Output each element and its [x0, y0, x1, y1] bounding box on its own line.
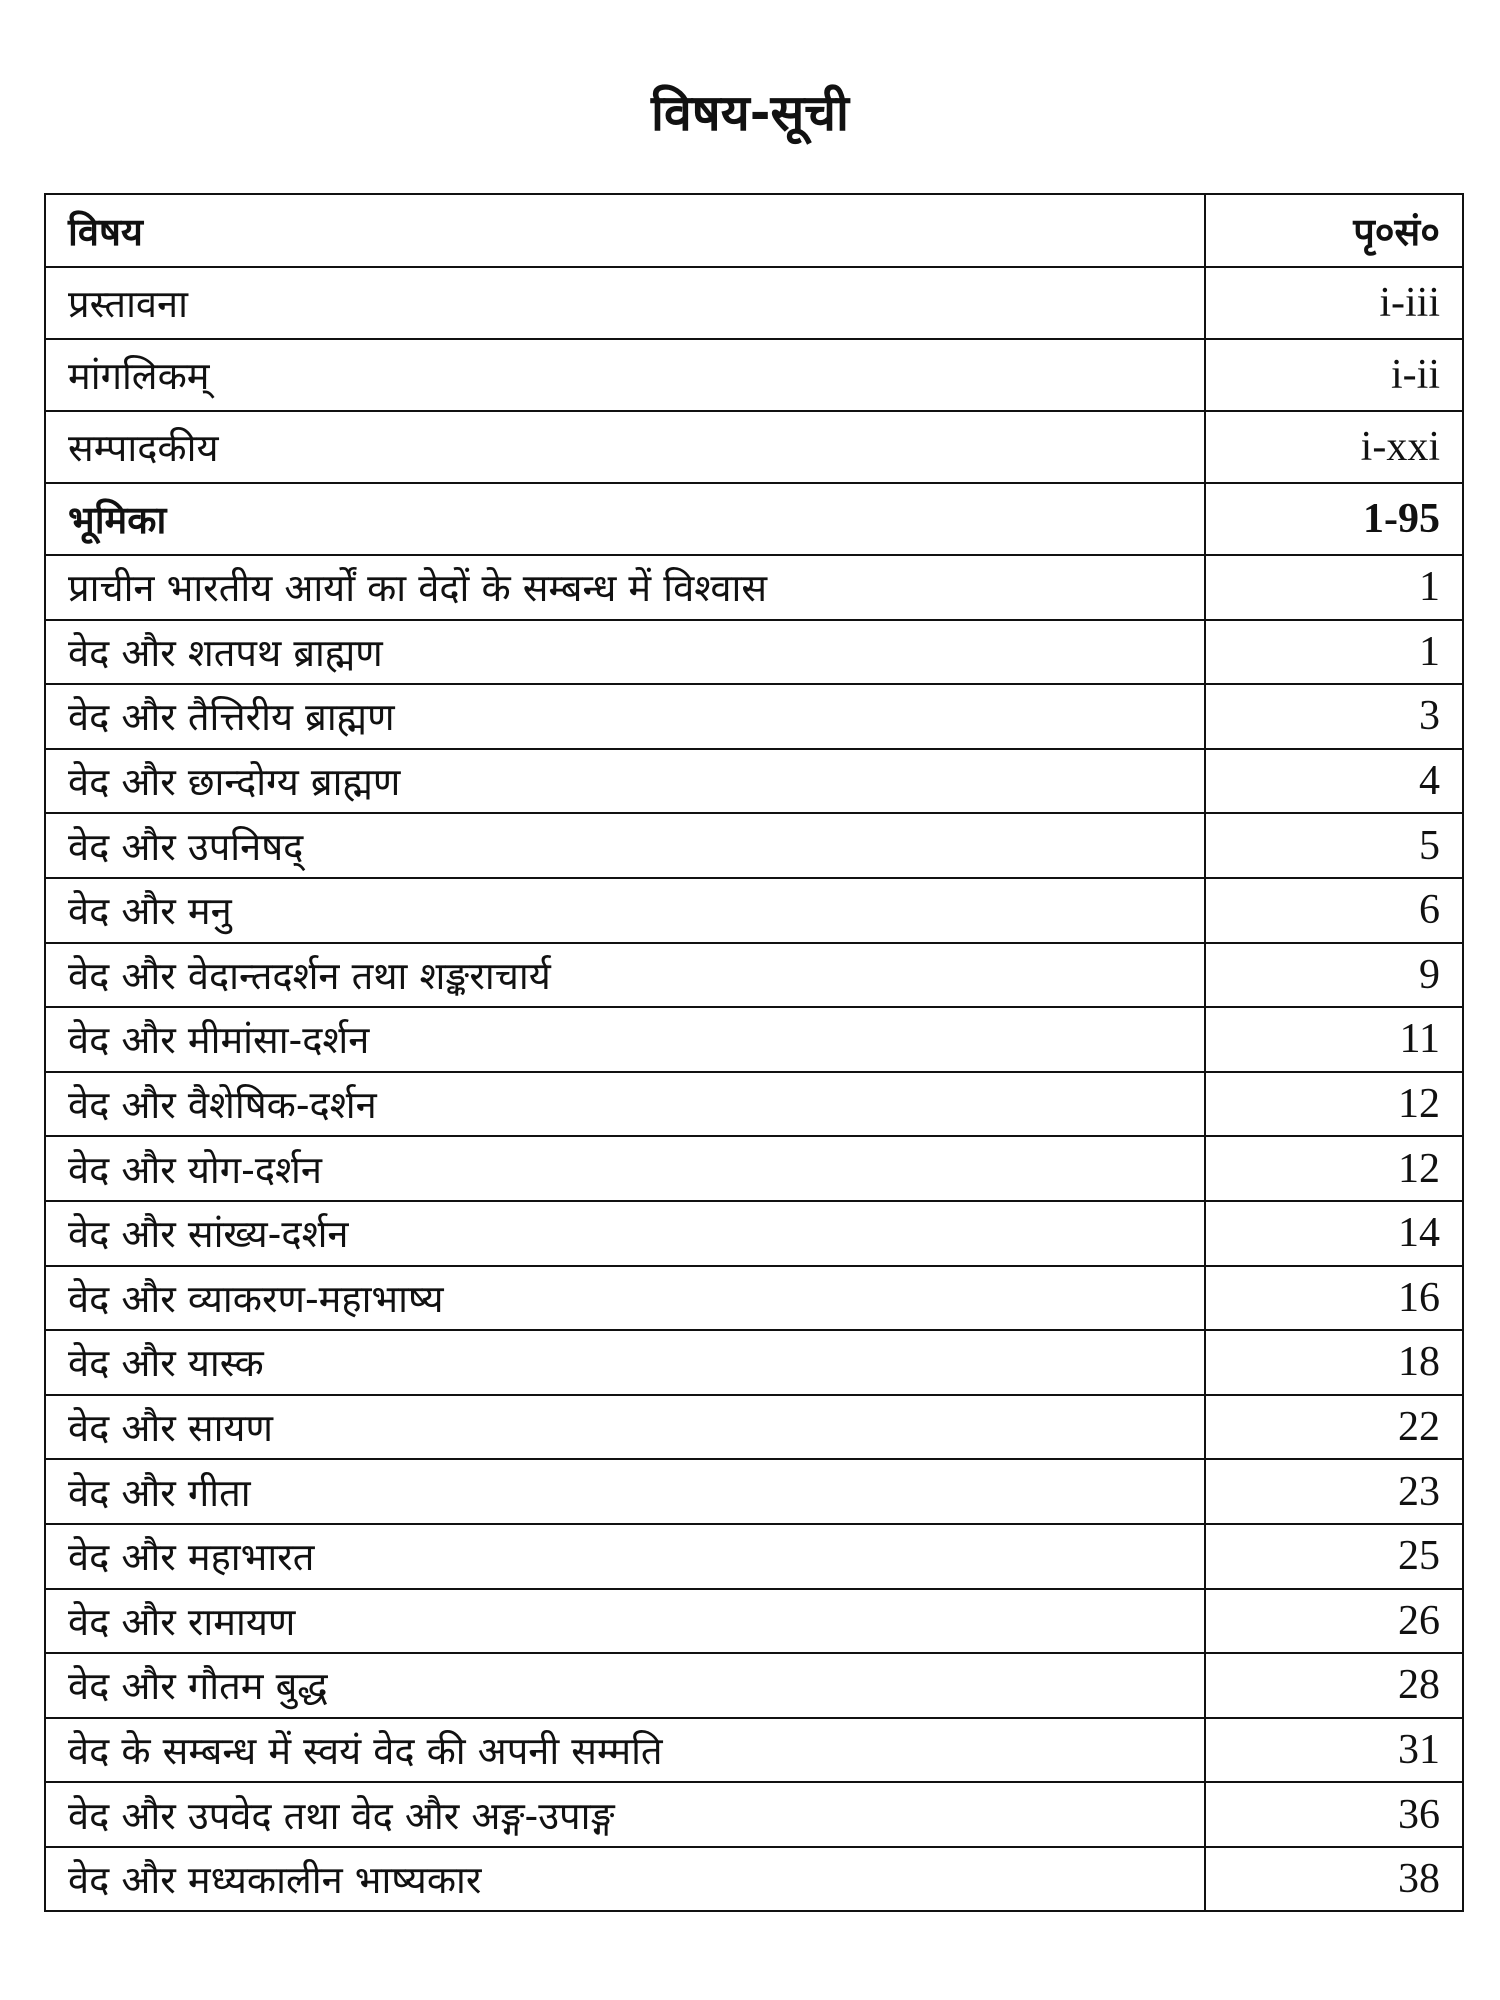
topic-cell: वेद और तैत्तिरीय ब्राह्मण — [45, 684, 1205, 749]
page-number-cell: 22 — [1205, 1395, 1463, 1460]
table-row — [45, 1782, 1463, 1847]
topic-cell: वेद और छान्दोग्य ब्राह्मण — [45, 749, 1205, 814]
page-number-cell: 16 — [1205, 1266, 1463, 1331]
page-number-cell: 14 — [1205, 1201, 1463, 1266]
topic-cell: वेद और उपनिषद् — [45, 813, 1205, 878]
table-row — [45, 1718, 1463, 1783]
page-number-cell: 1 — [1205, 555, 1463, 620]
page-number-cell: 12 — [1205, 1072, 1463, 1137]
table-row — [45, 1072, 1463, 1137]
page-number-cell: i-xxi — [1205, 411, 1463, 483]
topic-cell: प्रस्तावना — [45, 267, 1205, 339]
topic-cell: वेद और सायण — [45, 1395, 1205, 1460]
topic-cell: वेद और मनु — [45, 878, 1205, 943]
topic-cell: वेद और यास्क — [45, 1330, 1205, 1395]
table-row — [45, 1653, 1463, 1718]
table-row — [45, 943, 1463, 1008]
topic-cell: वेद और गौतम बुद्ध — [45, 1653, 1205, 1718]
page-number-cell: 38 — [1205, 1847, 1463, 1912]
table-row — [45, 1007, 1463, 1072]
table-row — [45, 1524, 1463, 1589]
contents-table — [44, 193, 1464, 1912]
page-number-cell: 6 — [1205, 878, 1463, 943]
page-number-cell: 28 — [1205, 1653, 1463, 1718]
topic-cell: वेद और मीमांसा-दर्शन — [45, 1007, 1205, 1072]
topic-cell: वेद और उपवेद तथा वेद और अङ्ग-उपाङ्ग — [45, 1782, 1205, 1847]
topic-cell: मांगलिकम् — [45, 339, 1205, 411]
table-row — [45, 1201, 1463, 1266]
page-number-cell: 31 — [1205, 1718, 1463, 1783]
topic-cell: प्राचीन भारतीय आर्यों का वेदों के सम्बन्ध में विश्वास — [45, 555, 1205, 620]
topic-cell: वेद और वेदान्तदर्शन तथा शङ्कराचार्य — [45, 943, 1205, 1008]
page-column-header: पृ०सं० — [1205, 194, 1463, 267]
page-number-cell: 3 — [1205, 684, 1463, 749]
page-number-cell: 9 — [1205, 943, 1463, 1008]
page-number-cell: 36 — [1205, 1782, 1463, 1847]
topic-cell: वेद और महाभारत — [45, 1524, 1205, 1589]
section-page-cell: 1-95 — [1205, 483, 1463, 555]
table-header-row — [45, 194, 1463, 267]
page-number-cell: 12 — [1205, 1136, 1463, 1201]
topic-cell: वेद और योग-दर्शन — [45, 1136, 1205, 1201]
topic-cell: वेद के सम्बन्ध में स्वयं वेद की अपनी सम्मति — [45, 1718, 1205, 1783]
table-row — [45, 1330, 1463, 1395]
front-matter-row — [45, 339, 1463, 411]
page-number-cell: i-iii — [1205, 267, 1463, 339]
page-title: विषय-सूची — [651, 84, 849, 142]
topic-cell: वेद और गीता — [45, 1459, 1205, 1524]
table-row — [45, 620, 1463, 685]
table-row — [45, 813, 1463, 878]
table-row — [45, 1847, 1463, 1912]
page-number-cell: i-ii — [1205, 339, 1463, 411]
topic-cell: वेद और व्याकरण-महाभाष्य — [45, 1266, 1205, 1331]
page-number-cell: 11 — [1205, 1007, 1463, 1072]
table-row — [45, 1136, 1463, 1201]
page-number-cell: 4 — [1205, 749, 1463, 814]
topic-column-header: विषय — [45, 194, 1205, 267]
table-row — [45, 1589, 1463, 1654]
topic-cell: वेद और सांख्य-दर्शन — [45, 1201, 1205, 1266]
section-row — [45, 483, 1463, 555]
table-row — [45, 684, 1463, 749]
topic-cell: वेद और रामायण — [45, 1589, 1205, 1654]
table-row — [45, 878, 1463, 943]
table-row — [45, 555, 1463, 620]
table-row — [45, 749, 1463, 814]
table-row — [45, 1395, 1463, 1460]
page-number-cell: 18 — [1205, 1330, 1463, 1395]
section-topic-cell: भूमिका — [45, 483, 1205, 555]
page-number-cell: 23 — [1205, 1459, 1463, 1524]
topic-cell: वेद और मध्यकालीन भाष्यकार — [45, 1847, 1205, 1912]
table-row — [45, 1459, 1463, 1524]
page-number-cell: 25 — [1205, 1524, 1463, 1589]
page-number-cell: 1 — [1205, 620, 1463, 685]
front-matter-row — [45, 411, 1463, 483]
front-matter-row — [45, 267, 1463, 339]
table-row — [45, 1266, 1463, 1331]
contents-table-body — [45, 194, 1463, 1911]
topic-cell: वेद और वैशेषिक-दर्शन — [45, 1072, 1205, 1137]
page-number-cell: 5 — [1205, 813, 1463, 878]
topic-cell: वेद और शतपथ ब्राह्मण — [45, 620, 1205, 685]
topic-cell: सम्पादकीय — [45, 411, 1205, 483]
page-number-cell: 26 — [1205, 1589, 1463, 1654]
